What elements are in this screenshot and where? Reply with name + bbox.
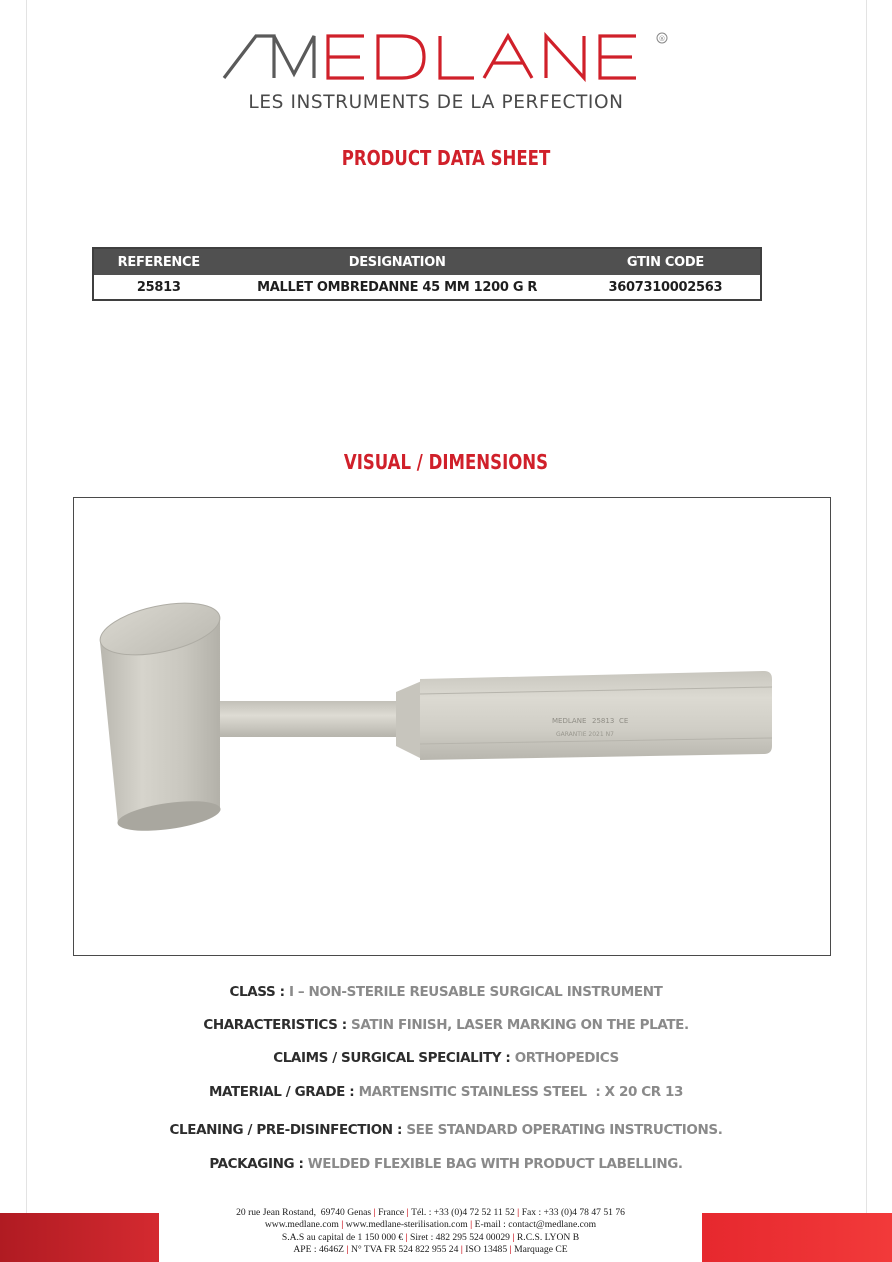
engraving-ref: 25813 bbox=[592, 717, 615, 725]
spec-label: PACKAGING bbox=[209, 1156, 295, 1172]
footer-ape: APE : 4646Z bbox=[293, 1243, 345, 1255]
header-designation: DESIGNATION bbox=[223, 248, 570, 275]
spec-material: MATERIAL / GRADE : MARTENSITIC STAINLESS STEEL : X 20 CR 13 bbox=[208, 1084, 684, 1100]
footer-bar-right bbox=[702, 1213, 892, 1262]
visual-dimensions-title: VISUAL / DIMENSIONS bbox=[343, 450, 549, 474]
medlane-logo bbox=[218, 20, 678, 112]
company-footer bbox=[159, 1207, 702, 1256]
spec-value: I – NON-STERILE REUSABLE SURGICAL INSTRUMENT bbox=[288, 984, 663, 1000]
engraving-mark: CE bbox=[619, 717, 629, 725]
footer-sterilisation-link[interactable]: www.medlane-sterilisation.com bbox=[345, 1219, 468, 1231]
footer-fax: Fax : +33 (0)4 78 47 51 76 bbox=[521, 1207, 625, 1218]
spec-value: SEE STANDARD OPERATING INSTRUCTIONS. bbox=[406, 1122, 723, 1138]
table-row bbox=[93, 275, 761, 300]
spec-label: CHARACTERISTICS bbox=[203, 1017, 338, 1033]
footer-website-link[interactable]: www.medlane.com bbox=[264, 1219, 339, 1231]
footer-country: France bbox=[378, 1207, 405, 1218]
spec-value: WELDED FLEXIBLE BAG WITH PRODUCT LABELLING. bbox=[307, 1156, 683, 1172]
footer-siret: Siret : 482 295 524 00029 bbox=[410, 1231, 510, 1243]
engraving-brand: MEDLANE bbox=[552, 717, 587, 725]
footer-marquage: Marquage CE bbox=[514, 1243, 568, 1255]
cell-gtin: 3607310002563 bbox=[608, 279, 723, 295]
footer-line-1: 20 rue Jean Rostand, 69740 Genas | France | Tél. : +33 (0)4 72 52 11 52 | Fax : +33 (0)4 78 47 51 76 bbox=[236, 1207, 625, 1218]
header-gtin-code: GTIN CODE bbox=[571, 248, 761, 275]
mallet-handle bbox=[420, 671, 772, 760]
spec-label: MATERIAL / GRADE bbox=[208, 1084, 345, 1100]
page-border-right bbox=[866, 0, 867, 1262]
spec-value: ORTHOPEDICS bbox=[514, 1050, 619, 1066]
spec-characteristics: CHARACTERISTICS : SATIN FINISH, LASER MARKING ON THE PLATE. bbox=[203, 1017, 689, 1033]
product-data-sheet-title: PRODUCT DATA SHEET bbox=[341, 146, 551, 170]
footer-bar-left bbox=[0, 1213, 159, 1262]
registered-mark: ® bbox=[658, 35, 666, 43]
cell-designation: MALLET OMBREDANNE 45 MM 1200 G R bbox=[257, 279, 538, 295]
footer-email-link[interactable]: E-mail : contact@medlane.com bbox=[474, 1219, 597, 1231]
table-header-row bbox=[93, 248, 761, 275]
medlane-wordmark bbox=[218, 28, 678, 100]
spec-label: CLASS bbox=[229, 984, 276, 1000]
page-border-left bbox=[26, 0, 27, 1262]
engraving-line2: GARANTIE 2021 N7 bbox=[556, 731, 614, 738]
mallet-head bbox=[96, 594, 225, 836]
header-reference: REFERENCE bbox=[93, 248, 223, 275]
footer-iso: ISO 13485 bbox=[465, 1243, 508, 1255]
spec-value: SATIN FINISH, LASER MARKING ON THE PLATE. bbox=[351, 1017, 689, 1033]
spec-cleaning: CLEANING / PRE-DISINFECTION : SEE STANDARD OPERATING INSTRUCTIONS. bbox=[169, 1122, 723, 1138]
footer-line-2: www.medlane.com | www.medlane-sterilisation.com | E-mail : contact@medlane.com bbox=[264, 1219, 597, 1231]
cell-reference: 25813 bbox=[136, 279, 181, 295]
footer-rcs: R.C.S. LYON B bbox=[516, 1231, 580, 1243]
spec-claims: CLAIMS / SURGICAL SPECIALITY : ORTHOPEDICS bbox=[273, 1050, 619, 1066]
spec-label: CLAIMS / SURGICAL SPECIALITY bbox=[273, 1050, 502, 1066]
spec-label: CLEANING / PRE-DISINFECTION bbox=[169, 1122, 393, 1138]
spec-class: CLASS : I – NON-STERILE REUSABLE SURGICAL INSTRUMENT bbox=[229, 984, 663, 1000]
footer-line-4: APE : 4646Z | N° TVA FR 524 822 955 24 | ISO 13485 | Marquage CE bbox=[293, 1243, 568, 1255]
product-visual-frame bbox=[73, 497, 831, 956]
mallet-illustration bbox=[74, 498, 830, 955]
footer-tva: N° TVA FR 524 822 955 24 bbox=[350, 1243, 459, 1255]
logo-tagline: LES INSTRUMENTS DE LA PERFECTION bbox=[248, 92, 624, 113]
product-table bbox=[92, 247, 762, 301]
spec-value: MARTENSITIC STAINLESS STEEL : X 20 CR 13 bbox=[358, 1084, 684, 1100]
footer-address: 20 rue Jean Rostand, 69740 Genas bbox=[236, 1207, 372, 1218]
footer-tel: Tél. : +33 (0)4 72 52 11 52 bbox=[411, 1207, 515, 1218]
mallet-shaft bbox=[210, 680, 424, 760]
footer-line-3: S.A.S au capital de 1 150 000 € | Siret : 482 295 524 00029 | R.C.S. LYON B bbox=[281, 1231, 580, 1243]
footer-capital: S.A.S au capital de 1 150 000 € bbox=[281, 1231, 404, 1243]
spec-packaging: PACKAGING : WELDED FLEXIBLE BAG WITH PRODUCT LABELLING. bbox=[209, 1156, 683, 1172]
